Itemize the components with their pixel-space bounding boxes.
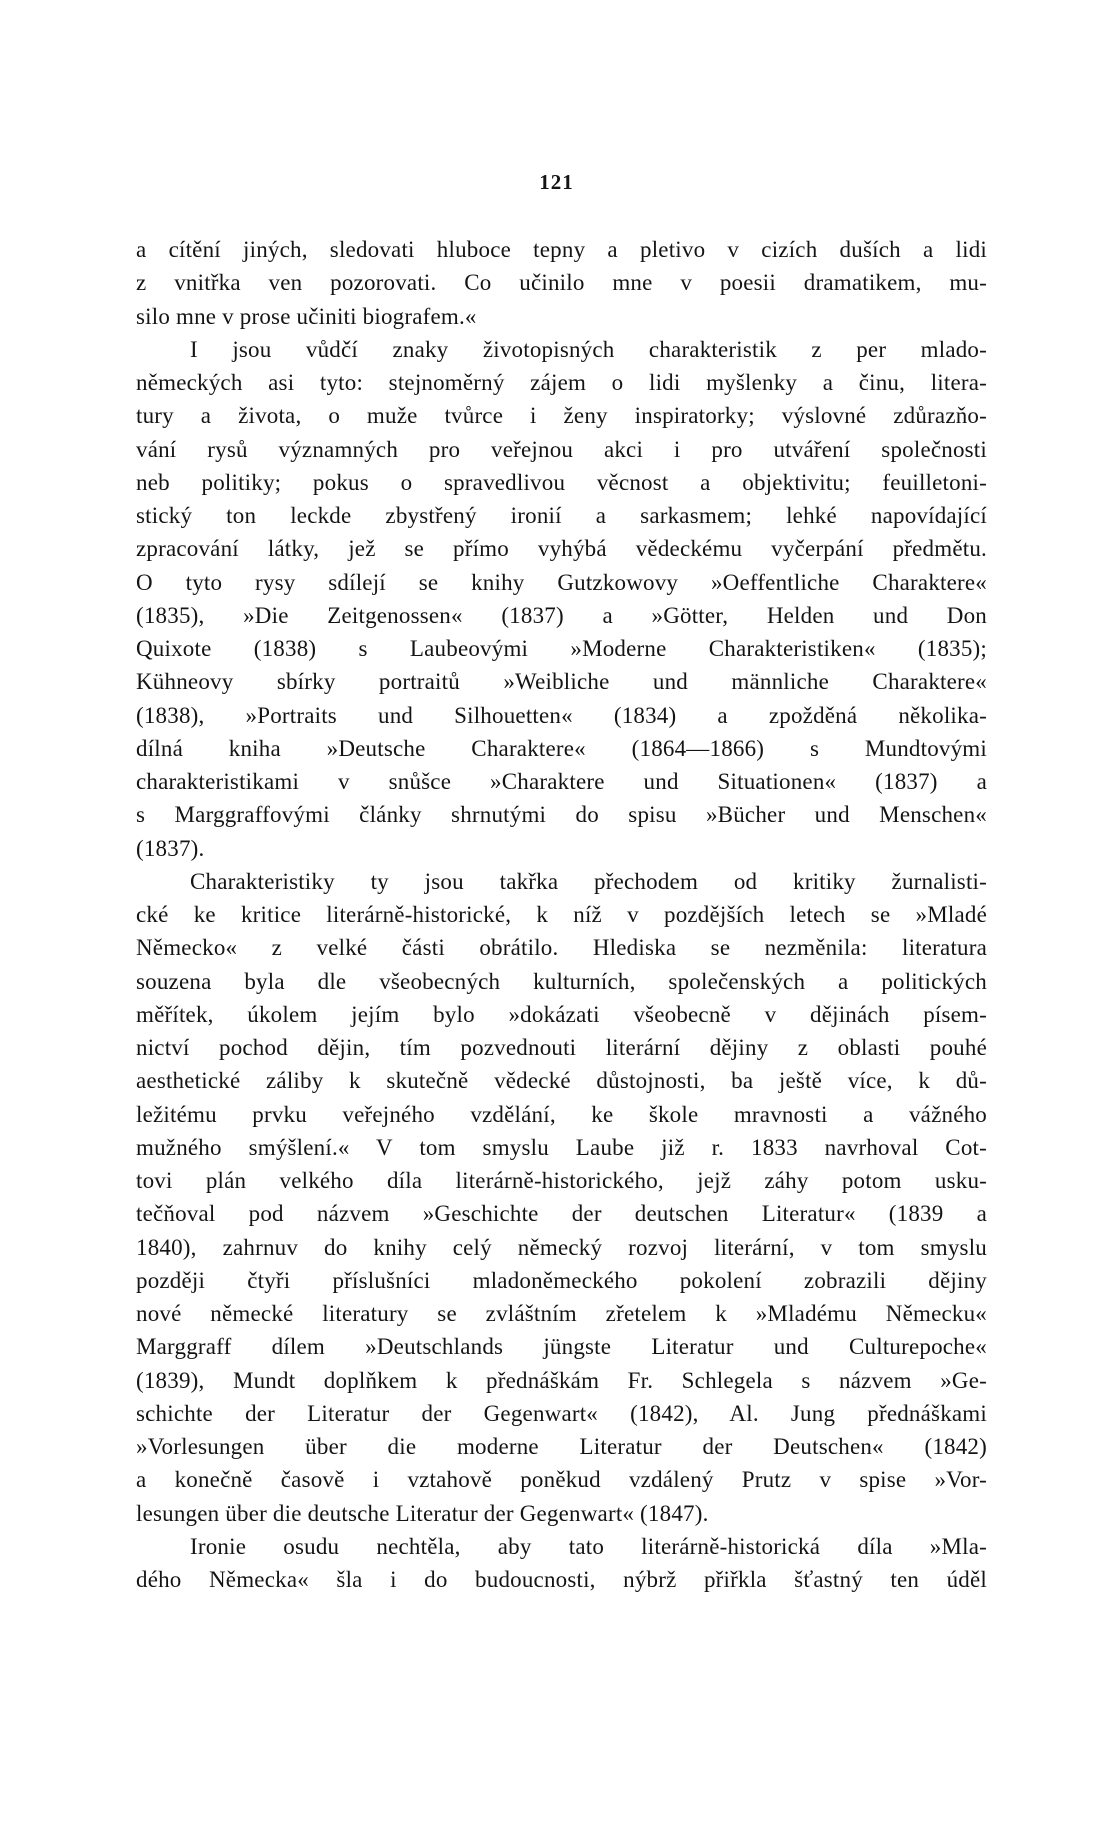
page-number: 121 xyxy=(539,170,574,194)
text-line: I jsou vůdčí znaky životopisných charakteristik z per mlado- xyxy=(190,336,987,362)
text-line: mužného smýšlení.« V tom smyslu Laube již r. 1833 navrhoval Cot- xyxy=(136,1134,987,1160)
text-line: stický ton leckde zbystřený ironií a sarkasmem; lehké napovídající xyxy=(136,503,987,528)
text-line: později čtyři příslušníci mladoněmeckého pokolení zobrazili dějiny xyxy=(136,1267,987,1293)
text-line: dílná kniha »Deutsche Charaktere« (1864—1866) s Mundtovými xyxy=(136,735,987,761)
text-line: dého Německa« šla i do budoucnosti, nýbrž přiřkla šťastný ten úděl xyxy=(136,1567,987,1592)
text-line: a konečně časově i vztahově poněkud vzdálený Prutz v spise »Vor- xyxy=(136,1467,987,1493)
text-line: nictví pochod dějin, tím pozvednouti literární dějiny z oblasti pouhé xyxy=(136,1035,987,1060)
text-line: německých asi tyto: stejnoměrný zájem o lidi myšlenky a činu, litera- xyxy=(136,370,987,395)
text-line: tury a života, o muže tvůrce i ženy inspiratorky; výslovné zdůrazňo- xyxy=(136,403,987,429)
text-line: schichte der Literatur der Gegenwart« (1842), Al. Jung přednáškami xyxy=(136,1400,987,1426)
text-line: tovi plán velkého díla literárně-historického, jejž záhy potom usku- xyxy=(136,1168,987,1193)
text-line: Quixote (1838) s Laubeovými »Moderne Charakteristiken« (1835); xyxy=(136,636,987,661)
text-line: O tyto rysy sdílejí se knihy Gutzkowovy »Oeffentliche Charaktere« xyxy=(136,569,987,595)
text-line: Charakteristiky ty jsou takřka přechodem od kritiky žurnalisti- xyxy=(190,868,987,894)
text-line: »Vorlesungen über die moderne Literatur der Deutschen« (1842) xyxy=(136,1434,987,1459)
body-text xyxy=(136,233,987,1596)
text-line: aesthetické záliby k skutečně vědecké důstojnosti, ba ještě více, k dů- xyxy=(136,1068,987,1094)
text-line: Ironie osudu nechtěla, aby tato literárně-historická díla »Mla- xyxy=(190,1533,987,1559)
text-line: zpracování látky, jež se přímo vyhýbá vědeckému vyčerpání předmětu. xyxy=(136,536,987,562)
text-line: (1838), »Portraits und Silhouetten« (1834) a zpožděná několika- xyxy=(136,702,987,728)
text-line: lesungen über die deutsche Literatur der Gegenwart« (1847). xyxy=(136,1500,709,1526)
text-line: charakteristikami v snůšce »Charaktere und Situationen« (1837) a xyxy=(136,769,987,794)
text-line: nové německé literatury se zvláštním zřetelem k »Mladému Německu« xyxy=(136,1301,987,1326)
text-line: cké ke kritice literárně-historické, k níž v pozdějších letech se »Mladé xyxy=(136,902,987,927)
text-line: 1840), zahrnuv do knihy celý německý rozvoj literární, v tom smyslu xyxy=(136,1234,987,1260)
text-line: (1835), »Die Zeitgenossen« (1837) a »Götter, Helden und Don xyxy=(136,602,987,628)
text-line: (1837). xyxy=(136,835,205,861)
text-line: silo mne v prose učiniti biografem.« xyxy=(136,303,477,329)
text-line: měřítek, úkolem jejím bylo »dokázati všeobecně v dějinách písem- xyxy=(136,1001,987,1027)
text-line: neb politiky; pokus o spravedlivou věcnost a objektivitu; feuilletoni- xyxy=(136,469,987,495)
text-line: s Marggraffovými články shrnutými do spisu »Bücher und Menschen« xyxy=(136,802,987,828)
text-line: Kühneovy sbírky portraitů »Weibliche und männliche Charaktere« xyxy=(136,669,987,695)
text-line: (1839), Mundt doplňkem k přednáškám Fr. Schlegela s názvem »Ge- xyxy=(136,1367,987,1393)
text-line: ležitému prvku veřejného vzdělání, ke škole mravnosti a vážného xyxy=(136,1101,987,1127)
text-line: tečňoval pod názvem »Geschichte der deutschen Literatur« (1839 a xyxy=(136,1201,987,1227)
text-line: a cítění jiných, sledovati hluboce tepny a pletivo v cizích duších a lidi xyxy=(136,237,987,262)
text-line: z vnitřka ven pozorovati. Co učinilo mne v poesii dramatikem, mu- xyxy=(136,270,987,296)
text-line: vání rysů významných pro veřejnou akci i pro utváření společnosti xyxy=(136,436,987,462)
text-line: Marggraff dílem »Deutschlands jüngste Literatur und Culturepoche« xyxy=(136,1334,987,1360)
text-line: souzena byla dle všeobecných kulturních, společenských a politických xyxy=(136,968,987,994)
text-line: Německo« z velké části obrátilo. Hlediska se nezměnila: literatura xyxy=(136,935,987,961)
